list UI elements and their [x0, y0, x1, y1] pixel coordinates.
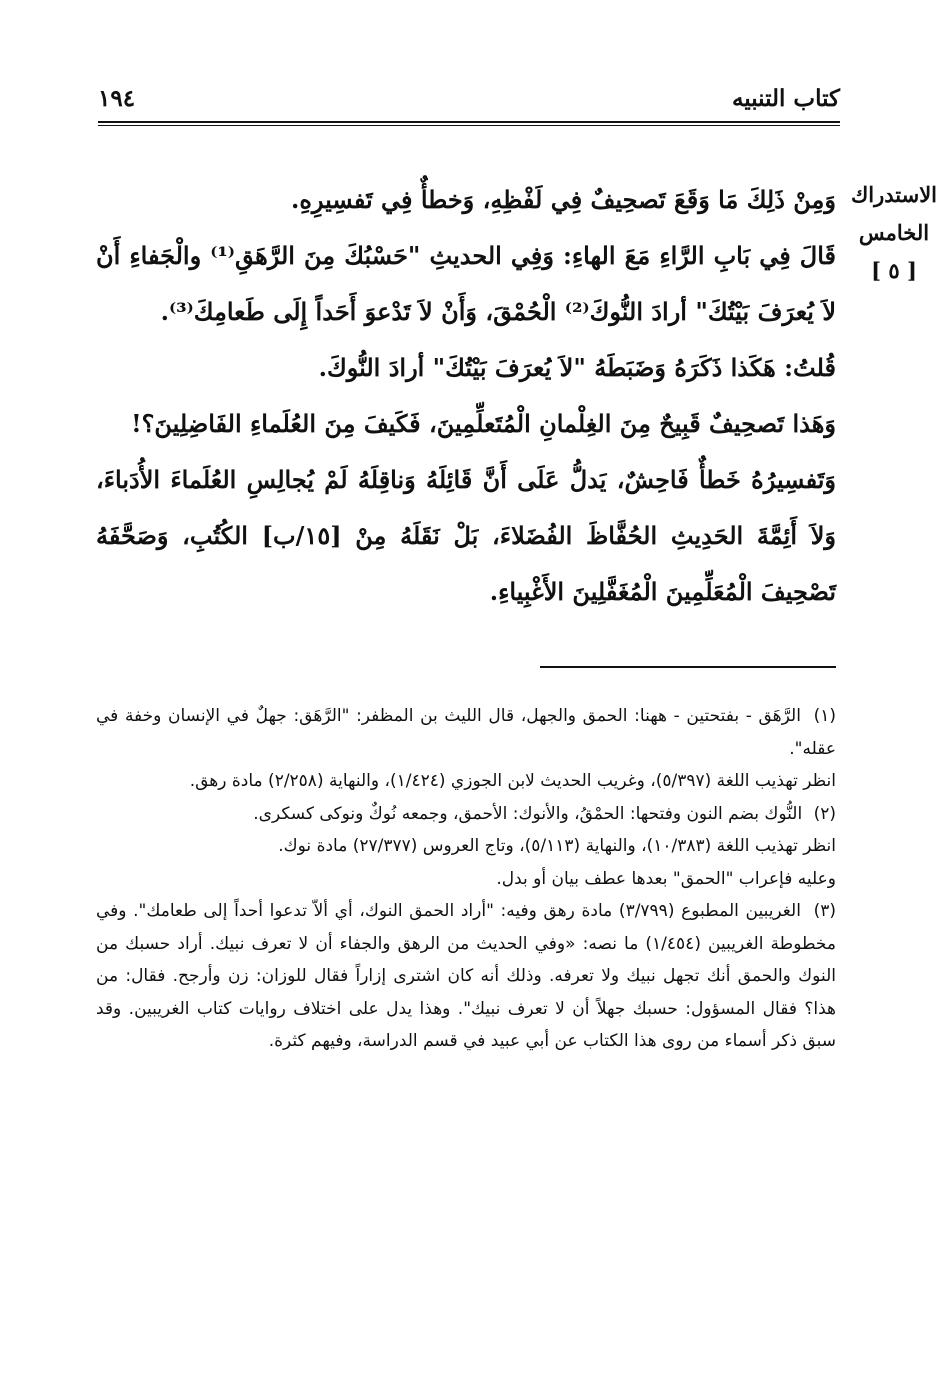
main-paragraph: وَتَفسِيرُهُ خَطأٌ فَاحِشٌ، يَدلُّ عَلَى أَنَّ قَائِلَهُ وَناقِلَهُ لَمْ يُجالِسِ العُلَماءَ الأُدَباءَ، وَلاَ أَئِمَّةَ الحَدِيثِ الحُفَّاظَ الفُضَلاءَ، بَلْ نَقَلَهُ مِنْ [١٥/ب] الكُتُبِ، وَصَحَّفَهُ تَصْحِيفَ الْمُعَلِّمِينَ الْمُغَفَّلِينَ الأَغْبِياءِ.	[96, 465, 837, 606]
footnote-text: الرَّهَق - بفتحتين - ههنا: الحمق والجهل، قال الليث بن المظفر: "الرَّهَق: جهلٌ في الإنسان وخفة في عقله".	[96, 706, 836, 759]
footnote-number: (١)	[813, 706, 837, 726]
footnote-text: الغريبين المطبوع (٣/٧٩٩) مادة رهق وفيه: "أراد الحمق النوك، أي ألاّ تدعوا أحداً إلى طعامك". وفي مخطوطة الغريبين (١/٤٥٤) ما نصه: «وفي الحديث من الرهق والجفاء أن لا تعرف نبيك. أراد حسبك من النوك والحمق أنك تجهل نبيك ولا تعرفه. وذلك أنه كان اشترى إزاراً فقال للوزان: زن وأرجح. فقال: من هذا؟ فقال المسؤول: حسبك جهلاً أن لا تعرف نبيك". وهذا يدل على اختلاف روايات كتاب الغريبين. وقد سبق ذكر أسماء من روى هذا الكتاب عن أبي عبيد في قسم الدراسة، وفيهم كثرة.	[96, 901, 837, 1051]
footnote-number: (٢)	[813, 803, 836, 824]
footnote-item	[96, 798, 836, 831]
main-paragraph: قُلتُ: هَكَذا ذَكَرَهُ وَضَبَطَهُ "لاَ يُعرَفَ بَيْتُكَ" أرادَ النُّوكَ.	[318, 353, 836, 382]
main-paragraph: وَهَذا تَصحِيفٌ قَبِيحٌ مِنَ الغِلْمانِ الْمُتَعلِّمِينَ، فَكَيفَ مِنَ العُلَماءِ الفَاضِلِينَ؟!	[131, 409, 836, 438]
margin-note-line: الخامس	[858, 220, 930, 245]
footnote-number: (٣)	[813, 901, 836, 921]
header-rule	[98, 121, 840, 126]
main-text	[96, 172, 836, 620]
footnote-item	[96, 895, 836, 1058]
footnote-separator	[540, 666, 836, 668]
page-number: ١٩٤	[98, 85, 136, 112]
main-paragraph: قَالَ فِي بَابِ الرَّاءِ مَعَ الهاءِ: وَفِي الحديثِ "حَسْبُكَ مِنَ الرَّهَقِ⁽¹⁾ والْجَفاءِ أَنْ لاَ يُعرَفَ بَيْتُكَ" أرادَ النُّوكَ⁽²⁾ الْحُمْقَ، وَأَنْ لاَ تَدْعوَ أَحَداً إِلَى طَعامِكَ⁽³⁾.	[96, 241, 836, 326]
margin-note	[848, 176, 940, 290]
footnote-item	[96, 700, 836, 765]
footnote-text: النُّوك بضم النون وفتحها: الحمْقُ، والأنوك: الأحمق، وجمعه نُوكٌ ونوكى كسكرى.	[253, 803, 803, 824]
margin-note-line: الاستدراك	[850, 182, 938, 207]
footnote-extra: وعليه فإعراب "الحمق" بعدها عطف بيان أو بدل.	[496, 868, 836, 889]
running-title: كتاب التنبيه	[731, 85, 840, 112]
footnote-reference: انظر تهذيب اللغة (١٠/٣٨٣)، والنهاية (٥/١١٣)، وتاج العروس (٢٧/٣٧٧) مادة نوك.	[278, 836, 836, 856]
footnote-reference: انظر تهذيب اللغة (٥/٣٩٧)، وغريب الحديث لابن الجوزي (١/٤٢٤)، والنهاية (٢/٢٥٨) مادة رهق.	[189, 771, 836, 791]
margin-note-number: [ ٥ ]	[871, 258, 917, 283]
main-paragraph: وَمِنْ ذَلِكَ مَا وَقَعَ تَصحِيفٌ فِي لَفْظِهِ، وَخطأٌ فِي تَفسِيرِهِ.	[291, 185, 836, 214]
footnotes	[96, 700, 836, 1058]
